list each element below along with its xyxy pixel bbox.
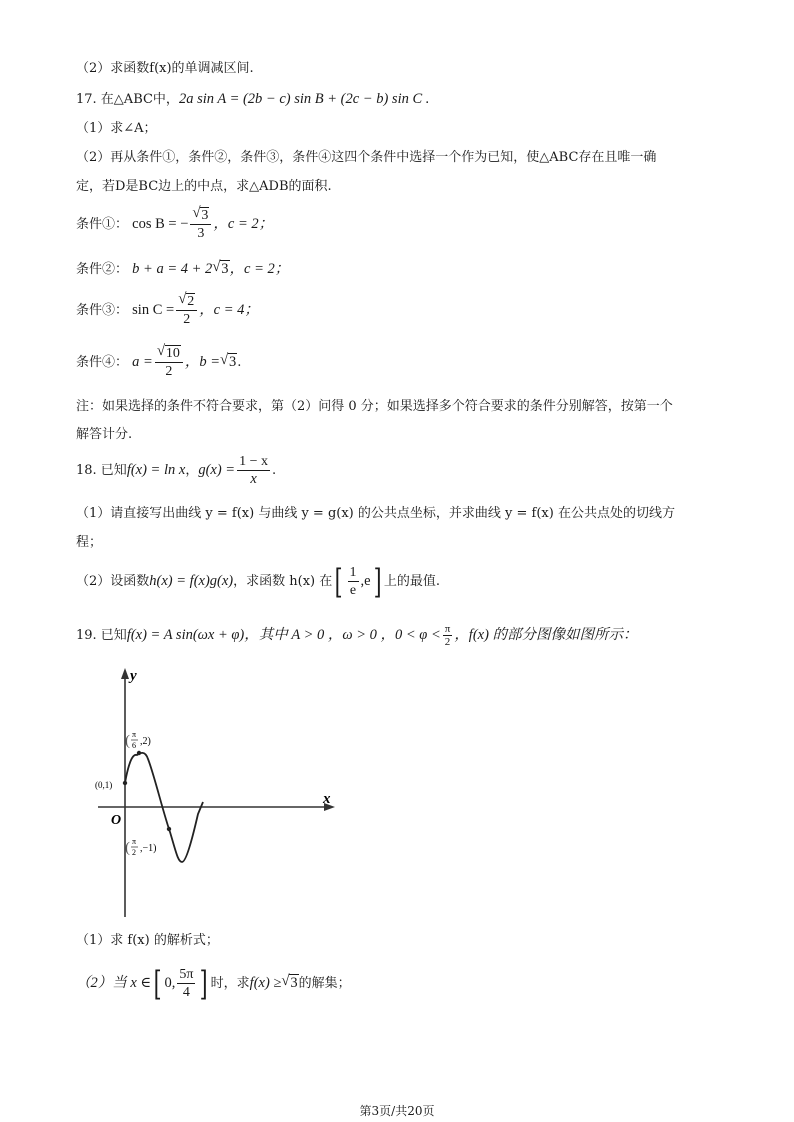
fraction-sqrt10-over-2: √ 10 2 bbox=[155, 345, 183, 380]
point-0-1 bbox=[123, 781, 127, 785]
fraction-sqrt2-over-2: √ 2 2 bbox=[176, 293, 197, 328]
q19-stem: 19. 已知f(x) = A sin(ωx + φ)，其中 A > 0 ，ω > 0 ，0 < φ < $\frac{\pi}{2}$ ，f(x) 的部分图像如图所示： bbox=[76, 623, 638, 648]
q17-condition4: 条件④： a = √ 10 2 ，b = √ 3. bbox=[76, 343, 242, 379]
point-max bbox=[137, 751, 141, 755]
q18-part1-line1: （1）请直接写出曲线 y = f(x) 与曲线 y = g(x) 的公共点坐标，并求曲线 y = f(x) 在公共点处的切线方 bbox=[76, 506, 675, 521]
x-axis-label: x bbox=[323, 791, 331, 807]
q19-part2: （2）当 x ∈[ 0, $\frac{5\pi}{4}$ ] 时，求f(x) ≥ √ 3的解集； bbox=[76, 963, 351, 1004]
q17-note-line1: 注：如果选择的条件不符合要求，第（2）问得 0 分；如果选择多个符合要求的条件分别解答，按第一个 bbox=[76, 399, 673, 414]
point-mid-den: 2 bbox=[132, 848, 136, 857]
fraction-5pi-over-4: $\frac{5\pi}{4}$ bbox=[179, 967, 194, 1000]
q17-condition3: 条件③： sin C = √ 2 2 ，c = 4； bbox=[76, 291, 259, 327]
q17-part1: （1）求∠A； bbox=[76, 121, 157, 136]
q17-part2-line2: 定，若D是BC边上的中点，求△ADB的面积. bbox=[76, 179, 332, 194]
q19-part1: （1）求 f(x) 的解析式； bbox=[76, 933, 219, 948]
origin-label: O bbox=[111, 813, 122, 828]
sine-graph-figure bbox=[88, 662, 348, 922]
q17-part2-line1: （2）再从条件①，条件②，条件③，条件④这四个条件中选择一个作为已知，使△ABC存在且唯一确 bbox=[76, 150, 657, 165]
point-max-num: π bbox=[132, 730, 137, 739]
point-mid-num: π bbox=[132, 837, 137, 846]
q17-condition1: 条件①： cos B = − √ 3 3 ，c = 2； bbox=[76, 205, 274, 241]
prev-question-part: （2）求函数f(x)的单调减区间. bbox=[76, 61, 254, 76]
q18-part1-line2: 程； bbox=[76, 535, 103, 550]
left-bracket: [ bbox=[153, 963, 162, 1004]
point-0-1-label: (0,1) bbox=[95, 780, 113, 790]
fraction-sqrt3-over-3: √ 3 3 bbox=[190, 207, 211, 242]
q18-part2: （2）设函数h(x) = f(x)g(x)，求函数 h(x) 在[ $\frac{1}{e}$ ,e] 上的最值. bbox=[76, 561, 440, 602]
point-mid-val: ,−1) bbox=[140, 843, 157, 854]
page-number: 第3页/共20页 bbox=[359, 1104, 435, 1118]
q17-note-line2: 解答计分. bbox=[76, 427, 133, 442]
q17-stem: 17. 在△ABC中，2a sin A = (2b − c) sin B + (2c − b) sin C . bbox=[76, 91, 430, 107]
left-bracket: [ bbox=[334, 561, 343, 602]
q17-condition2: 条件②： b + a = 4 + 2 √ 3，c = 2； bbox=[76, 259, 290, 277]
point-mid bbox=[167, 827, 171, 831]
right-bracket: ] bbox=[200, 963, 209, 1004]
right-bracket: ] bbox=[373, 561, 382, 602]
fraction-1-minus-x-over-x: $\frac{1 - x}{x}$ bbox=[239, 454, 268, 487]
q18-stem: 18. 已知f(x) = ln x，g(x) = $\frac{1 - x}{x}$ . bbox=[76, 454, 277, 487]
y-axis-label: y bbox=[130, 668, 137, 684]
y-axis-arrow bbox=[121, 668, 129, 679]
point-max-val: ,2) bbox=[140, 736, 151, 747]
fraction-1-over-e: $\frac{1}{e}$ bbox=[349, 565, 357, 598]
point-max-den: 6 bbox=[132, 741, 136, 750]
point-max-lparen: ( bbox=[125, 733, 130, 749]
point-mid-lparen: ( bbox=[125, 840, 130, 856]
fraction-pi-over-2: $\frac{\pi}{2}$ bbox=[444, 623, 451, 648]
